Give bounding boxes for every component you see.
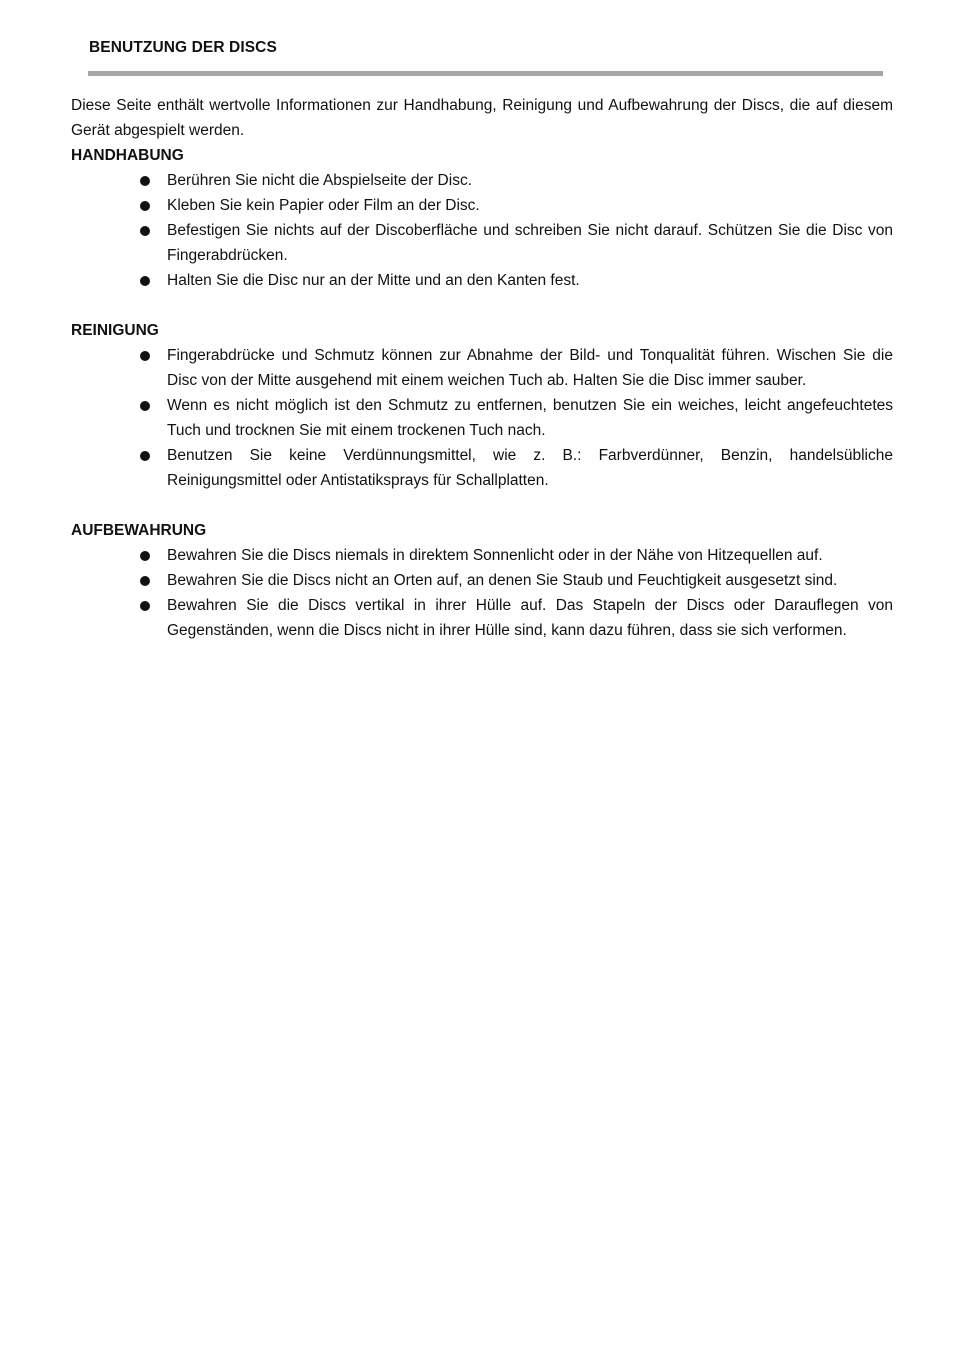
- bullet-icon: [140, 551, 150, 561]
- section-heading: REINIGUNG: [71, 322, 159, 339]
- list-item: [167, 568, 893, 593]
- bullet-icon: [140, 176, 150, 186]
- list-item: [167, 168, 893, 193]
- list-item-text: Wenn es nicht möglich ist den Schmutz zu entfernen, benutzen Sie ein weiches, leicht angefeuchtetes Tuch und trocknen Sie mit einem trockenen Tuch nach.: [167, 397, 893, 439]
- bullet-icon: [140, 201, 150, 211]
- list-item: [167, 443, 893, 493]
- page-title: BENUTZUNG DER DISCS: [89, 39, 277, 56]
- list-item: [167, 343, 893, 393]
- bullet-icon: [140, 401, 150, 411]
- list-item: [167, 543, 893, 568]
- list-item-text: Bewahren Sie die Discs nicht an Orten auf, an denen Sie Staub und Feuchtigkeit ausgesetzt sind.: [167, 572, 838, 589]
- bullet-icon: [140, 226, 150, 236]
- title-divider: [88, 71, 883, 76]
- list-item: [167, 268, 893, 293]
- list-item-text: Benutzen Sie keine Verdünnungsmittel, wie z. B.: Farbverdünner, Benzin, handelsübliche Reinigungsmittel oder Antistatiksprays für Schallplatten.: [167, 447, 893, 489]
- list-item-text: Kleben Sie kein Papier oder Film an der Disc.: [167, 197, 480, 214]
- intro-paragraph: Diese Seite enthält wertvolle Informationen zur Handhabung, Reinigung und Aufbewahrung der Discs, die auf diesem Gerät abgespielt werden.: [71, 97, 893, 139]
- list-item-text: Bewahren Sie die Discs vertikal in ihrer Hülle auf. Das Stapeln der Discs oder Darauflegen von Gegenständen, wenn die Discs nicht in ihrer Hülle sind, kann dazu führen, dass sie sich verformen.: [167, 597, 893, 639]
- section-handhabung: [71, 143, 893, 293]
- bullet-icon: [140, 451, 150, 461]
- section-heading: AUFBEWAHRUNG: [71, 522, 207, 539]
- list-item: [167, 593, 893, 643]
- list-item: [167, 393, 893, 443]
- section-reinigung: [71, 318, 893, 493]
- bullet-icon: [140, 351, 150, 361]
- list-item: [167, 218, 893, 268]
- list-item-text: Fingerabdrücke und Schmutz können zur Abnahme der Bild- und Tonqualität führen. Wischen Sie die Disc von der Mitte ausgehend mit einem weichen Tuch ab. Halten Sie die Disc immer sauber.: [167, 347, 893, 389]
- list-item-text: Bewahren Sie die Discs niemals in direktem Sonnenlicht oder in der Nähe von Hitzequellen auf.: [167, 547, 823, 564]
- list-item-text: Befestigen Sie nichts auf der Discoberfläche und schreiben Sie nicht darauf. Schützen Sie die Disc von Fingerabdrücken.: [167, 222, 893, 264]
- document-body: [71, 93, 893, 643]
- bullet-icon: [140, 576, 150, 586]
- list-item: [167, 193, 893, 218]
- section-aufbewahrung: [71, 518, 893, 643]
- bullet-list: [71, 543, 893, 643]
- bullet-icon: [140, 276, 150, 286]
- list-item-text: Berühren Sie nicht die Abspielseite der Disc.: [167, 172, 472, 189]
- bullet-icon: [140, 601, 150, 611]
- section-heading: HANDHABUNG: [71, 147, 184, 164]
- list-item-text: Halten Sie die Disc nur an der Mitte und an den Kanten fest.: [167, 272, 580, 289]
- bullet-list: [71, 168, 893, 293]
- bullet-list: [71, 343, 893, 493]
